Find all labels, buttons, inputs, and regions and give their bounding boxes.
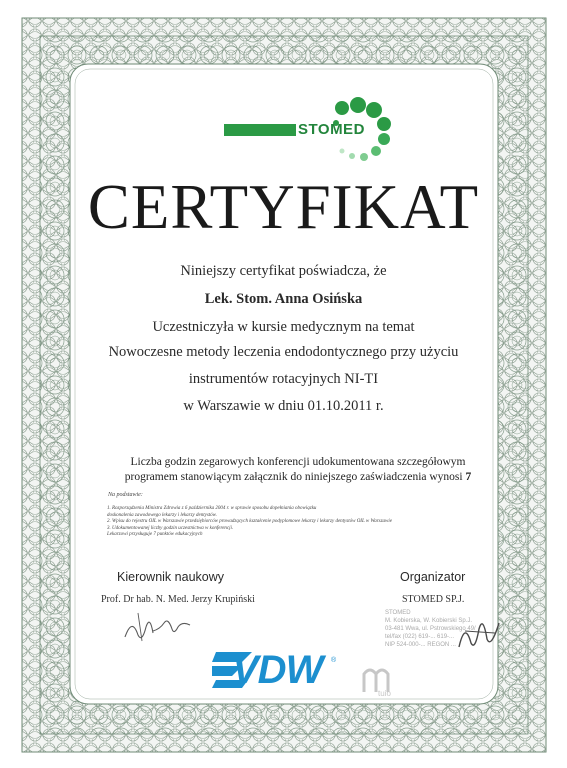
intro-text: Niniejszy certyfikat poświadcza, że bbox=[180, 263, 387, 279]
place-date: w Warszawie w dniu 01.10.2011 r. bbox=[183, 398, 384, 414]
legal-basis-item: 2. Wpisu do rejestru OIL w Warszawie przedsiębiorców prowadzących kształcenie podyplomowe lekarzy i lekarzy dentystów OIL w Warszawie bbox=[107, 519, 392, 524]
legal-basis-item: Lekarzowi przysługuje 7 punktów edukacyjnych bbox=[107, 532, 203, 537]
legal-basis-item: 3. Udokumentowanej liczby godzin uczestnictwa w konferencji. bbox=[107, 525, 234, 531]
left-signatory-role: Kierownik naukowy bbox=[117, 570, 224, 584]
recipient-name: Lek. Stom. Anna Osińska bbox=[204, 291, 363, 307]
legal-basis-list bbox=[107, 506, 497, 539]
hours-line2-text: programem stanowiącym załącznik do niniejszego zaświadczenia wynosi bbox=[124, 471, 463, 483]
hours-line2 bbox=[112, 470, 484, 485]
stomed-logo-text: STOMED bbox=[298, 121, 365, 138]
stamp-line: tel/fax (022) 619-... 619-... bbox=[385, 634, 455, 640]
hours-statement bbox=[112, 455, 484, 485]
right-signature bbox=[455, 607, 505, 657]
hours-line1: Liczba godzin zegarowych konferencji udokumentowana szczegółowym bbox=[130, 456, 466, 468]
legal-basis-item: doskonalenia zawodowego lekarzy i lekarzy dentystów. bbox=[107, 512, 217, 518]
course-topic-line1: Nowoczesne metody leczenia endodontycznego przy użyciu bbox=[108, 344, 459, 360]
legal-basis-item: 1. Rozporządzenia Ministra Zdrowia z 6 października 2004 r. w sprawie sposobu dopełniania obowiązku bbox=[107, 506, 317, 511]
legal-basis-label: Na podstawie: bbox=[108, 492, 143, 498]
studio-watermark-text: tuio bbox=[378, 689, 391, 698]
studio-watermark bbox=[360, 662, 408, 698]
right-signatory-name: STOMED SP.J. bbox=[402, 594, 465, 605]
vdw-logo-text: VDW bbox=[232, 648, 323, 692]
participation-text: Uczestniczyła w kursie medycznym na temat bbox=[152, 319, 415, 335]
course-topic-line2: instrumentów rotacyjnych NI-TI bbox=[188, 371, 379, 387]
stamp-line: NIP 524-000-... REGON ... bbox=[385, 642, 456, 648]
certificate-title: CERTYFIKAT bbox=[87, 172, 480, 242]
vdw-registered-mark: ® bbox=[331, 657, 337, 664]
stamp-line: M. Kobierska, W. Kobierski Sp.J. bbox=[385, 618, 473, 624]
stamp-line: STOMED bbox=[385, 610, 411, 616]
left-signatory-name: Prof. Dr hab. N. Med. Jerzy Krupiński bbox=[101, 594, 255, 605]
left-signature bbox=[120, 607, 200, 647]
hours-value: 7 bbox=[465, 471, 472, 483]
right-signatory-role: Organizator bbox=[400, 570, 466, 584]
stamp-line: 03-481 Wwa, ul. Pstrowskiego 49/ bbox=[385, 626, 476, 632]
